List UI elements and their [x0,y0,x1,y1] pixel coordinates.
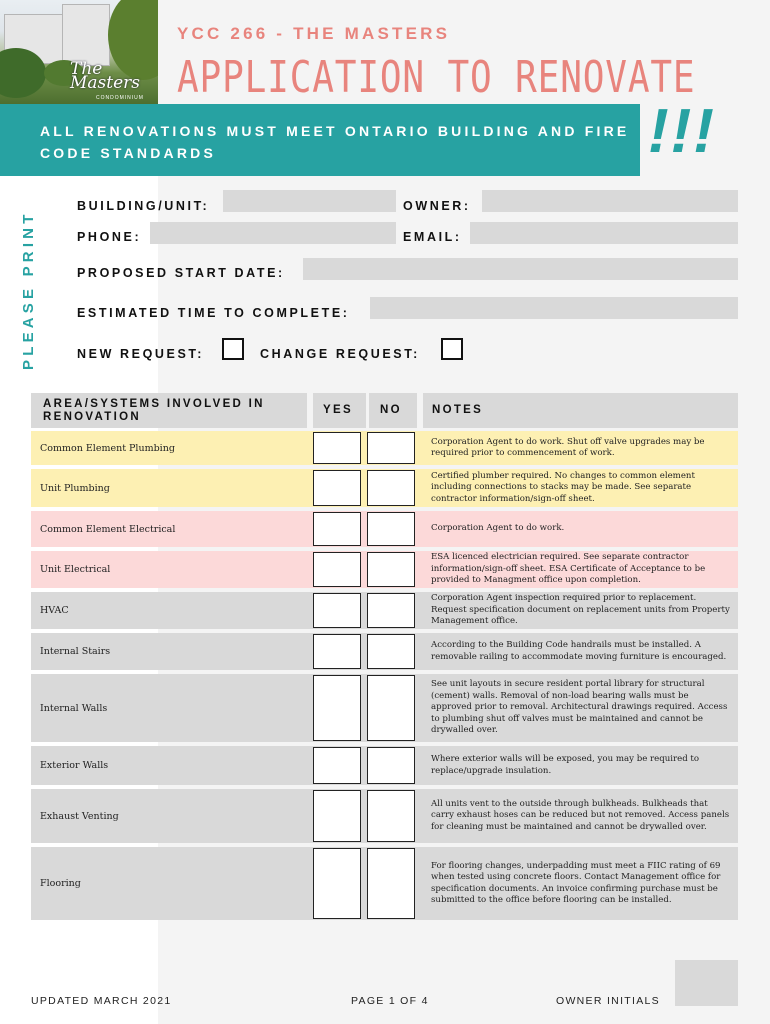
table-row [31,469,738,507]
building-photo-logo [0,0,158,104]
row-area-label: Unit Electrical [40,564,111,575]
row-notes: See unit layouts in secure resident portal library for structural (cement) walls. Removal of non-load bearing walls must be approved prior to removal. Architectural drawings required. Access to plumbing shut off valves must be maintained and cannot be drywalled over. [431,679,728,736]
table-row [31,746,738,785]
logo-brand: The Masters [70,59,141,93]
row-area-label: Exhaust Venting [40,810,119,822]
row-area-label: Common Element Plumbing [40,442,175,454]
col-yes-label: YES [323,404,353,416]
page-title: APPLICATION TO RENOVATE [177,52,696,103]
row-no-checkbox[interactable] [367,675,415,741]
row-notes: Corporation Agent inspection required prior to replacement. Request specification document on replacement units from Property Management office. [431,593,730,627]
row-yes-checkbox[interactable] [313,593,361,628]
row-yes-checkbox[interactable] [313,470,361,506]
start-date-field[interactable] [303,258,738,280]
email-field[interactable] [470,222,738,244]
row-area-label: HVAC [40,605,69,616]
row-no-checkbox[interactable] [367,552,415,587]
email-label: EMAIL: [403,230,462,244]
table-row [31,674,738,742]
start-date-label: PROPOSED START DATE: [77,266,285,280]
change-request-label: CHANGE REQUEST: [260,347,420,361]
row-yes-checkbox[interactable] [313,552,361,587]
time-complete-field[interactable] [370,297,738,319]
col-no-label: NO [380,404,402,416]
row-notes: According to the Building Code handrails must be installed. A removable railing to accommodate moving furniture is encouraged. [431,640,727,662]
row-no-checkbox[interactable] [367,593,415,628]
updated-date: UPDATED MARCH 2021 [31,995,172,1007]
row-area-label: Internal Walls [40,702,108,714]
row-notes: For flooring changes, underpadding must meet a FIIC rating of 69 when tested using concrete floors. Contact Management office for specification documents. An invoice confirming purchase must be submitted to the office before flooring can be installed. [431,860,721,905]
row-yes-checkbox[interactable] [313,848,361,919]
new-request-checkbox[interactable] [222,338,244,360]
col-notes-label: NOTES [432,404,484,416]
row-yes-checkbox[interactable] [313,790,361,842]
row-notes: Certified plumber required. No changes to common element including connections to stacks may be made. See separate contractor information/sign-off sheet. [431,470,695,504]
row-notes: Corporation Agent to do work. Shut off valve upgrades may be required prior to commencement of work. [431,436,705,458]
col-area-label: AREA/SYSTEMS INVOLVED IN RENOVATION [43,398,265,423]
org-name: YCC 266 - THE MASTERS [177,24,451,43]
exclamation-icon: !!! [648,97,716,166]
table-row [31,592,738,629]
table-row [31,847,738,920]
owner-field[interactable] [482,190,738,212]
building-unit-field[interactable] [223,190,396,212]
row-area-label: Internal Stairs [40,646,111,657]
row-no-checkbox[interactable] [367,790,415,842]
table-row [31,633,738,670]
row-notes: Where exterior walls will be exposed, you may be required to replace/upgrade insulation. [431,754,700,776]
row-no-checkbox[interactable] [367,470,415,506]
row-notes: All units vent to the outside through bulkheads. Bulkheads that carry exhaust hoses can be reduced but not removed. Access panels for cleaning must be maintained and cannot be drywalled over. [431,798,730,832]
phone-label: PHONE: [77,230,142,244]
row-yes-checkbox[interactable] [313,747,361,784]
owner-initials-label: OWNER INITIALS [556,995,660,1007]
row-yes-checkbox[interactable] [313,675,361,741]
row-no-checkbox[interactable] [367,747,415,784]
row-yes-checkbox[interactable] [313,512,361,546]
table-row [31,551,738,588]
logo-subtitle: CONDOMINIUM [96,95,144,101]
table-row [31,431,738,465]
row-yes-checkbox[interactable] [313,634,361,669]
table-row [31,789,738,843]
row-area-label: Unit Plumbing [40,482,110,494]
banner-text: ALL RENOVATIONS MUST MEET ONTARIO BUILDING AND FIRE CODE STANDARDS [40,123,630,161]
row-area-label: Common Element Electrical [40,523,176,535]
new-request-label: NEW REQUEST: [77,347,205,361]
phone-field[interactable] [150,222,396,244]
please-print-label: PLEASE PRINT [20,210,37,370]
row-yes-checkbox[interactable] [313,432,361,464]
row-area-label: Exterior Walls [40,760,109,771]
row-notes: Corporation Agent to do work. [431,523,565,534]
table-row [31,511,738,547]
row-no-checkbox[interactable] [367,432,415,464]
owner-initials-field[interactable] [675,960,738,1006]
row-no-checkbox[interactable] [367,512,415,546]
page-number: PAGE 1 OF 4 [351,995,429,1007]
owner-label: OWNER: [403,199,471,213]
row-no-checkbox[interactable] [367,634,415,669]
building-right [62,4,110,66]
row-area-label: Flooring [40,878,81,889]
change-request-checkbox[interactable] [441,338,463,360]
building-unit-label: BUILDING/UNIT: [77,199,210,213]
row-no-checkbox[interactable] [367,848,415,919]
row-notes: ESA licenced electrician required. See separate contractor information/sign-off sheet. ESA Certificate of Acceptance to be provided to Managment office upon completion. [431,552,706,586]
time-complete-label: ESTIMATED TIME TO COMPLETE: [77,306,350,320]
